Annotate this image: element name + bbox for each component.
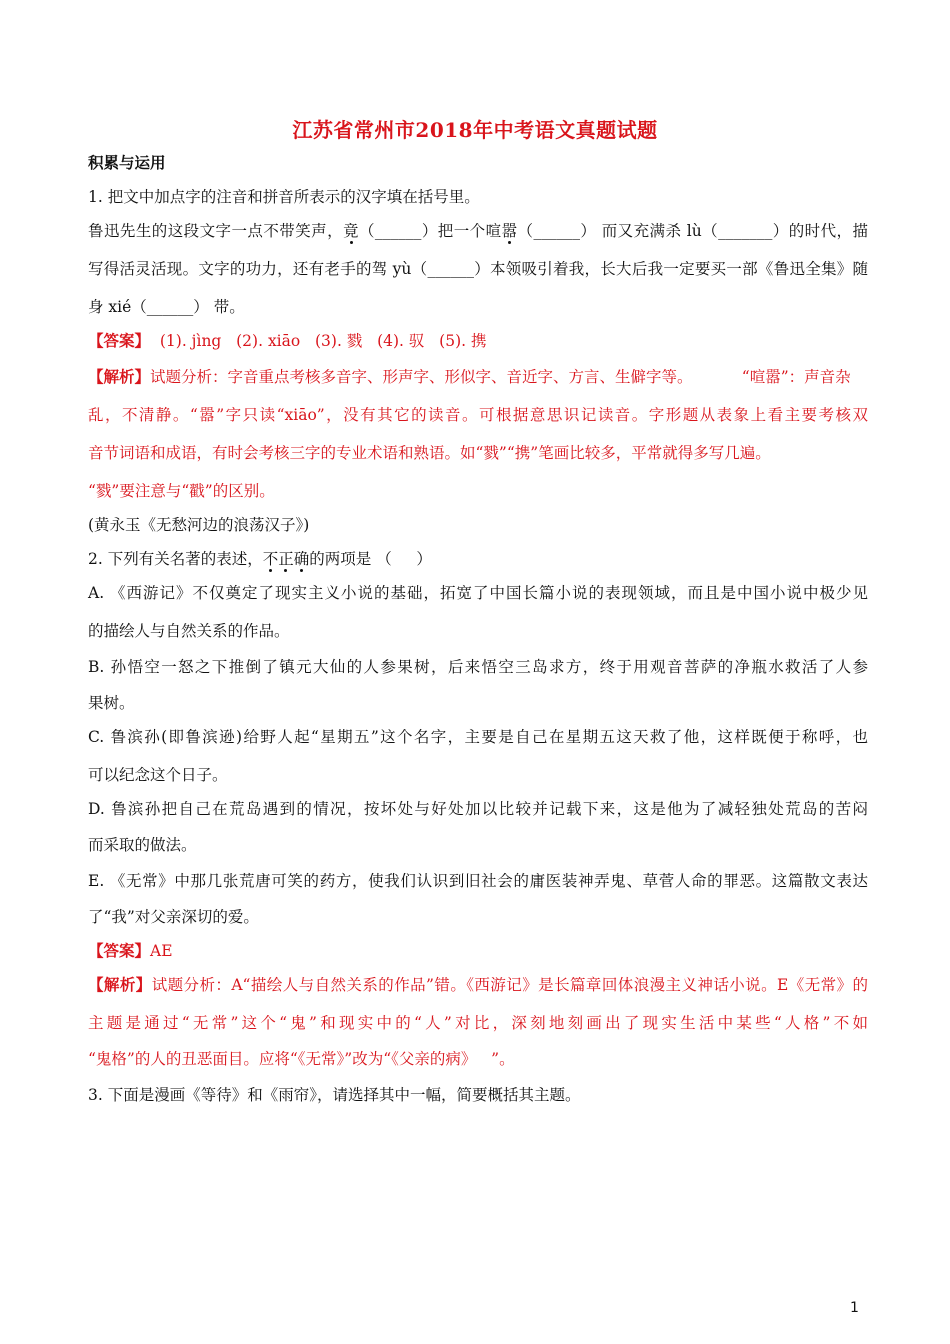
- dotted-char: 不: [262, 550, 279, 568]
- q2-option-b-line-1: B. 孙悟空一怒之下推倒了镇元大仙的人参果树，后来悟空三岛求方，终于用观音菩萨的净瓶水救活了人参: [88, 658, 868, 676]
- analysis-label: 【解析】: [88, 975, 152, 994]
- q2-stem: [88, 548, 868, 570]
- q1-stem: 1. 把文中加点字的注音和拼音所表示的汉字填在括号里。: [88, 188, 480, 206]
- q1-analysis-line-1: [88, 366, 868, 388]
- page-title: 江苏省常州市2018年中考语文真题试题: [292, 118, 658, 142]
- q2-option-e-line-1: E. 《无常》中那几张荒唐可笑的药方，使我们认识到旧社会的庸医装神弄鬼、草菅人命的罪恶。这篇散文表达: [88, 872, 868, 890]
- q2-option-a-line-1: A. 《西游记》不仅奠定了现实主义小说的基础，拓宽了中国长篇小说的表现领域，而且是中国小说中极少见: [88, 584, 868, 602]
- q1-passage-line-2: 写得活灵活现。文字的功力，还有老手的驾 yù（______）本领吸引着我，长大后我一定要买一部《鲁迅全集》随: [88, 260, 868, 278]
- analysis-text: 试题分析：A“描绘人与自然关系的作品”错。《西游记》是长篇章回体浪漫主义神话小说。E《无常》的: [151, 976, 868, 994]
- q1-answer: [88, 330, 868, 352]
- q2-option-d-line-1: D. 鲁滨孙把自己在荒岛遇到的情况，按坏处与好处加以比较并记载下来，这是他为了减轻独处荒岛的苦闷: [88, 800, 868, 818]
- answer-label: 【答案】: [88, 941, 151, 960]
- q1-analysis-line-4: “戮”要注意与“戳”的区别。: [88, 482, 275, 500]
- q2-answer: [88, 940, 868, 962]
- q1-passage-text: 鲁迅先生的这段文字一点不带笑声，: [88, 222, 344, 240]
- q2-stem-text: 的两项是 （ ）: [309, 550, 432, 568]
- dotted-char: 竟: [343, 222, 359, 240]
- q1-analysis-line-3: 音节词语和成语，有时会考核三字的专业术语和熟语。如“戮”“携”笔画比较多，平常就得多写几遍。: [88, 444, 771, 462]
- q2-option-c-line-1: C. 鲁滨孙(即鲁滨逊)给野人起“星期五”这个名字，主要是自己在星期五这天救了他，这样既便于称呼，也: [88, 728, 868, 746]
- q1-passage-text: （______）把一个喧: [358, 222, 502, 240]
- q2-analysis-line-3: “鬼格”的人的丑恶面目。应将“《无常》”改为“《父亲的病》 ”。: [88, 1050, 515, 1068]
- q1-analysis-line-2: 乱，不清静。“嚣”字只读“xiāo”，没有其它的读音。可根据意思识记读音。字形题从表象上看主要考核双: [88, 406, 868, 424]
- q2-option-e-line-2: 了“我”对父亲深切的爱。: [88, 908, 259, 926]
- q2-stem-text: 2. 下列有关名著的表述，: [88, 550, 263, 568]
- answer-text: (1). jìng (2). xiāo (3). 戮 (4). 驭 (5). 携: [150, 332, 487, 350]
- q2-option-c-line-2: 可以纪念这个日子。: [88, 766, 228, 784]
- q2-option-b-line-2: 果树。: [88, 694, 135, 712]
- dotted-char: 正: [278, 550, 294, 568]
- q1-source: (黄永玉《无愁河边的浪荡汉子》): [88, 516, 310, 534]
- answer-label: 【答案】: [88, 331, 151, 350]
- page-number: 1: [850, 1300, 859, 1316]
- q1-passage-text: （______） 而又充满杀 lù（_______）的时代，描: [517, 222, 868, 240]
- q1-passage-line-1: [88, 220, 868, 242]
- q1-passage-line-3: 身 xié（______） 带。: [88, 298, 245, 316]
- answer-text: AE: [150, 942, 173, 960]
- q2-analysis-line-2: 主题是通过“无常”这个“鬼”和现实中的“人”对比，深刻地刻画出了现实生活中某些“人格”不如: [88, 1014, 868, 1032]
- analysis-label: 【解析】: [88, 367, 151, 386]
- dotted-char: 确: [293, 550, 310, 568]
- analysis-text: 试题分析：字音重点考核多音字、形声字、形似字、音近字、方言、生僻字等。 “喧嚣”：声音杂: [150, 368, 851, 386]
- q2-option-a-line-2: 的描绘人与自然关系的作品。: [88, 622, 290, 640]
- q2-option-d-line-2: 而采取的做法。: [88, 836, 197, 854]
- dotted-char: 嚣: [501, 222, 518, 240]
- section-heading: 积累与运用: [88, 153, 166, 172]
- q3-stem: 3. 下面是漫画《等待》和《雨帘》，请选择其中一幅，简要概括其主题。: [88, 1086, 581, 1104]
- q2-analysis-line-1: [88, 974, 868, 996]
